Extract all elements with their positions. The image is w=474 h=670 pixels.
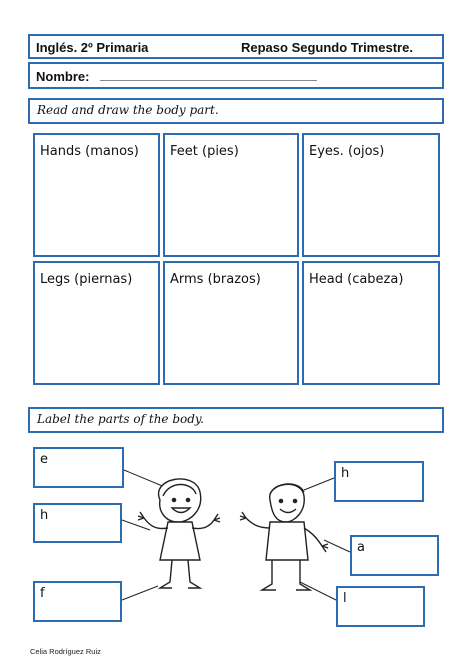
cell-label-hands: Hands (manos)	[40, 144, 139, 159]
cell-label-eyes: Eyes. (ojos)	[309, 144, 385, 159]
label-letter-h-right: h	[341, 466, 350, 481]
label-letter-l: l	[343, 591, 347, 606]
label-box-h-right[interactable]	[334, 461, 424, 502]
label-box-l[interactable]	[336, 586, 425, 627]
label-letter-h-left: h	[40, 508, 49, 523]
name-label: Nombre:	[36, 69, 90, 84]
girl-figure	[138, 479, 220, 588]
cell-label-legs: Legs (piernas)	[40, 272, 133, 287]
name-blank[interactable]: ______________________________	[100, 67, 317, 82]
subject-title: Inglés. 2º Primaria	[36, 40, 149, 55]
label-letter-f: f	[40, 586, 45, 601]
label-box-a[interactable]	[350, 535, 439, 576]
boy-figure	[240, 484, 328, 590]
label-letter-a: a	[357, 540, 365, 555]
section2-instruction: Label the parts of the body.	[37, 412, 204, 426]
cell-label-head: Head (cabeza)	[309, 272, 404, 287]
label-box-f[interactable]	[33, 581, 122, 622]
cell-label-feet: Feet (pies)	[170, 144, 239, 159]
label-letter-e: e	[40, 452, 48, 467]
label-box-h-left[interactable]	[33, 503, 122, 543]
section1-instruction: Read and draw the body part.	[37, 103, 219, 117]
cell-label-arms: Arms (brazos)	[170, 272, 261, 287]
author-credit: Celia Rodríguez Ruiz	[30, 647, 101, 656]
label-box-e[interactable]	[33, 447, 124, 488]
review-title: Repaso Segundo Trimestre.	[241, 40, 413, 55]
leader-lines	[122, 470, 350, 600]
